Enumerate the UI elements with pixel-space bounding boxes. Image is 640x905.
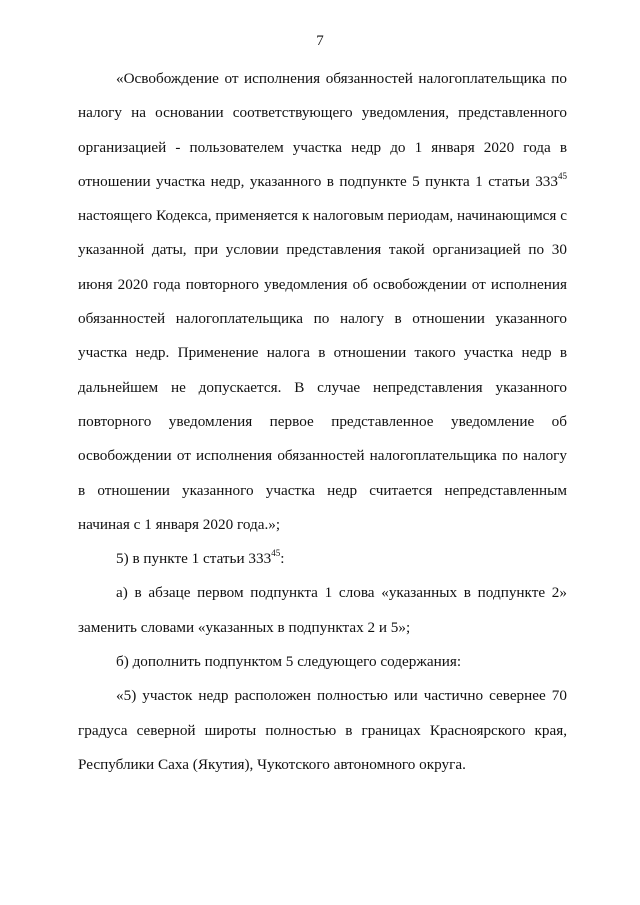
paragraph-subitem-a — [78, 576, 567, 645]
article-superscript: 45 — [558, 170, 567, 181]
paragraph-text: «5) участок недр расположен полностью или частично севернее 70 градуса северной широты полностью в границах Красноярского края, Республики Саха (Якутия), Чукотского автономного округа. — [78, 687, 567, 773]
paragraph-text: 5) в пункте 1 статьи 333 — [116, 550, 272, 568]
paragraph-subitem-b — [78, 645, 567, 679]
page-number: 7 — [316, 33, 324, 49]
paragraph-text-continued: : — [280, 550, 285, 568]
paragraph-new-subitem-5 — [78, 679, 567, 782]
paragraph-exemption — [78, 62, 567, 542]
paragraph-text-continued: настоящего Кодекса, применяется к налоговым периодам, начинающимся с указанной даты, при условии представления такой организацией по 30 июня 2020 года повторного уведомления об освобождении от исполнения обязанностей налогоплательщика по налогу в отношении указанного участка недр. Применение налога в отношении такого участка недр в дальнейшем не допускается. В случае непредставления указанного повторного уведомления первое представленное уведомление об освобождении от исполнения обязанностей налогоплательщика по налогу в отношении указанного участка недр считается непредставленным начиная с 1 января 2020 года.»; — [78, 207, 567, 533]
paragraph-text: б) дополнить подпунктом 5 следующего содержания: — [116, 653, 462, 671]
document-body — [78, 62, 567, 782]
paragraph-text: а) в абзаце первом подпункта 1 слова «указанных в подпункте 2» заменить словами «указанных в подпунктах 2 и 5»; — [78, 584, 567, 636]
paragraph-text: «Освобождение от исполнения обязанностей налогоплательщика по налогу на основании соответствующего уведомления, представленного организацией - пользователем участка недр до 1 января 2020 года в отношении участка недр, указанного в подпункте 5 пункта 1 статьи 333 — [78, 70, 567, 190]
paragraph-item-5 — [78, 542, 567, 576]
article-superscript: 45 — [271, 548, 281, 559]
